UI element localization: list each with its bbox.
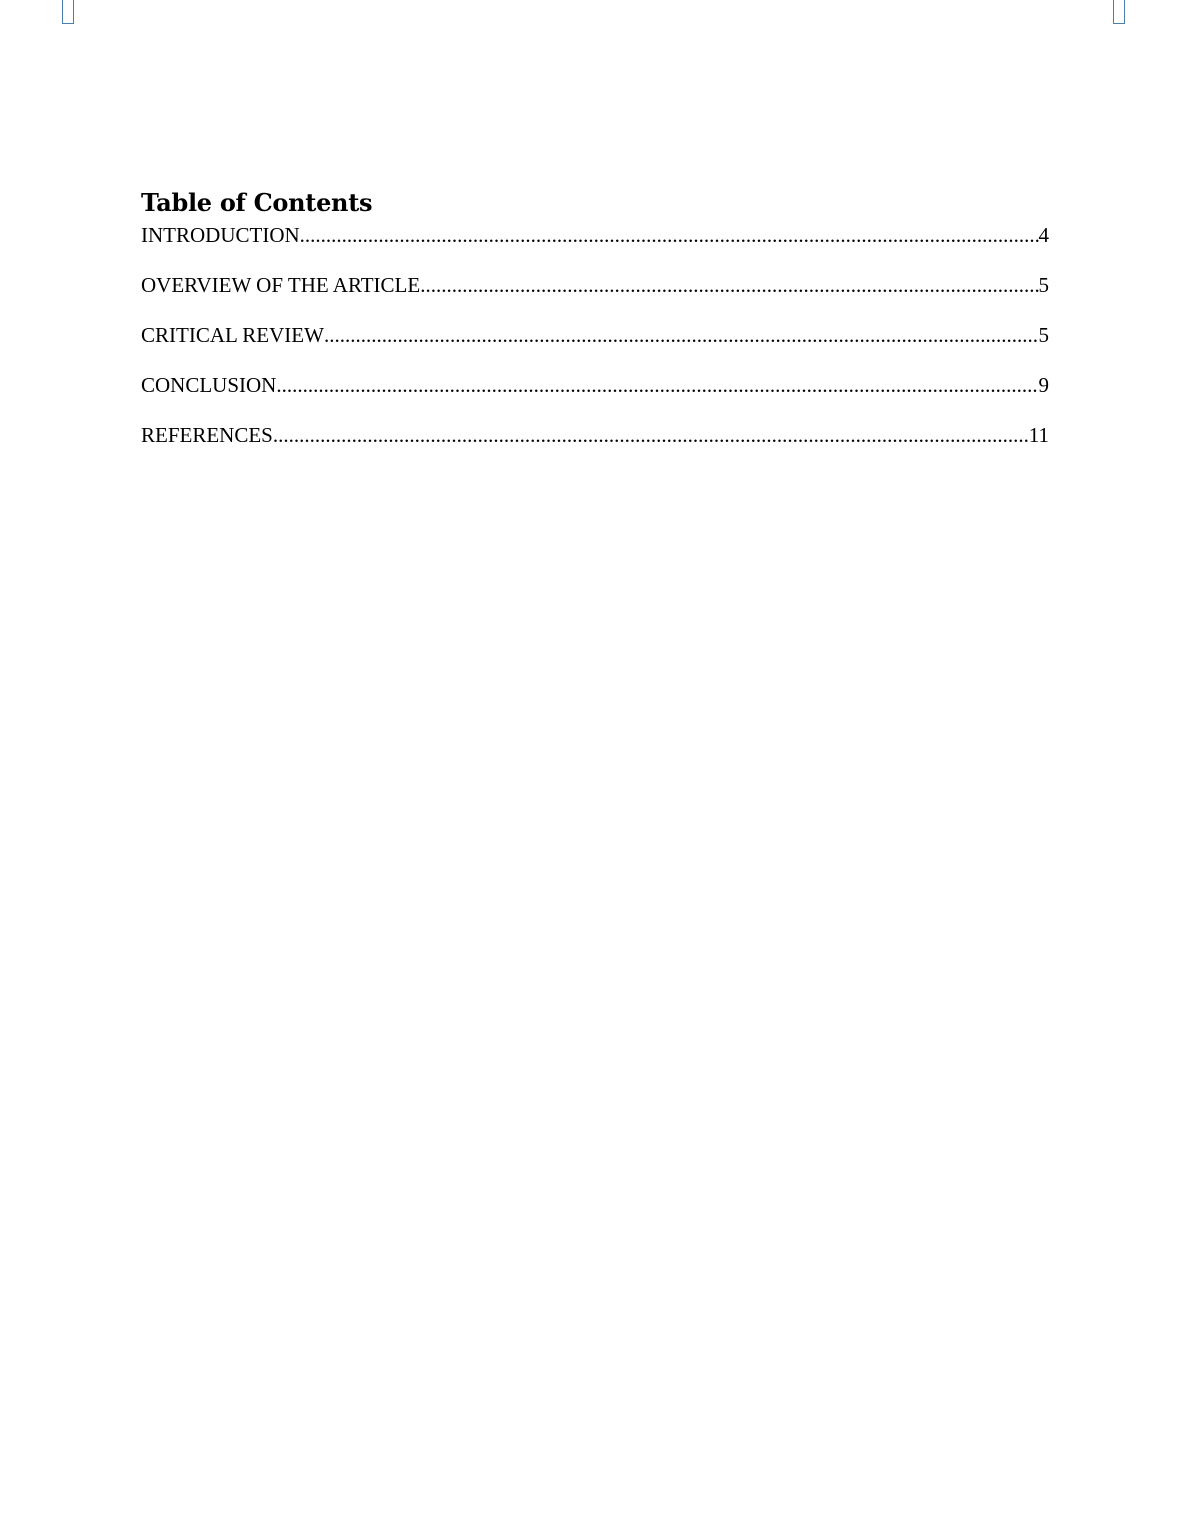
toc-entry-conclusion[interactable]	[141, 372, 1049, 422]
toc-entry-page: 4	[1038, 223, 1049, 247]
toc-entry-page: 9	[1038, 373, 1049, 397]
toc-entry-introduction[interactable]	[141, 222, 1049, 272]
toc-entry-label: CRITICAL REVIEW	[141, 323, 324, 347]
toc-entry-critical-review[interactable]	[141, 322, 1049, 372]
toc-entry-references[interactable]	[141, 422, 1049, 472]
toc-entry-label: CONCLUSION	[141, 373, 277, 397]
toc-title: Table of Contents	[141, 188, 373, 217]
toc-dot-leader	[324, 322, 1039, 348]
toc-entry-label: INTRODUCTION	[141, 223, 300, 247]
toc-dot-leader	[276, 372, 1038, 398]
table-of-contents	[141, 186, 1049, 472]
toc-entry-page: 11	[1028, 423, 1049, 447]
toc-entry-page: 5	[1038, 323, 1049, 347]
toc-entry-page: 5	[1038, 273, 1049, 297]
page-corner-mark-right	[1113, 0, 1125, 24]
toc-entry-label: REFERENCES	[141, 423, 273, 447]
toc-dot-leader	[420, 272, 1038, 298]
toc-dot-leader	[273, 422, 1029, 448]
toc-dot-leader	[300, 222, 1039, 248]
toc-entry-overview[interactable]	[141, 272, 1049, 322]
toc-entry-label: OVERVIEW OF THE ARTICLE	[141, 273, 421, 297]
page-corner-mark-left	[62, 0, 74, 24]
